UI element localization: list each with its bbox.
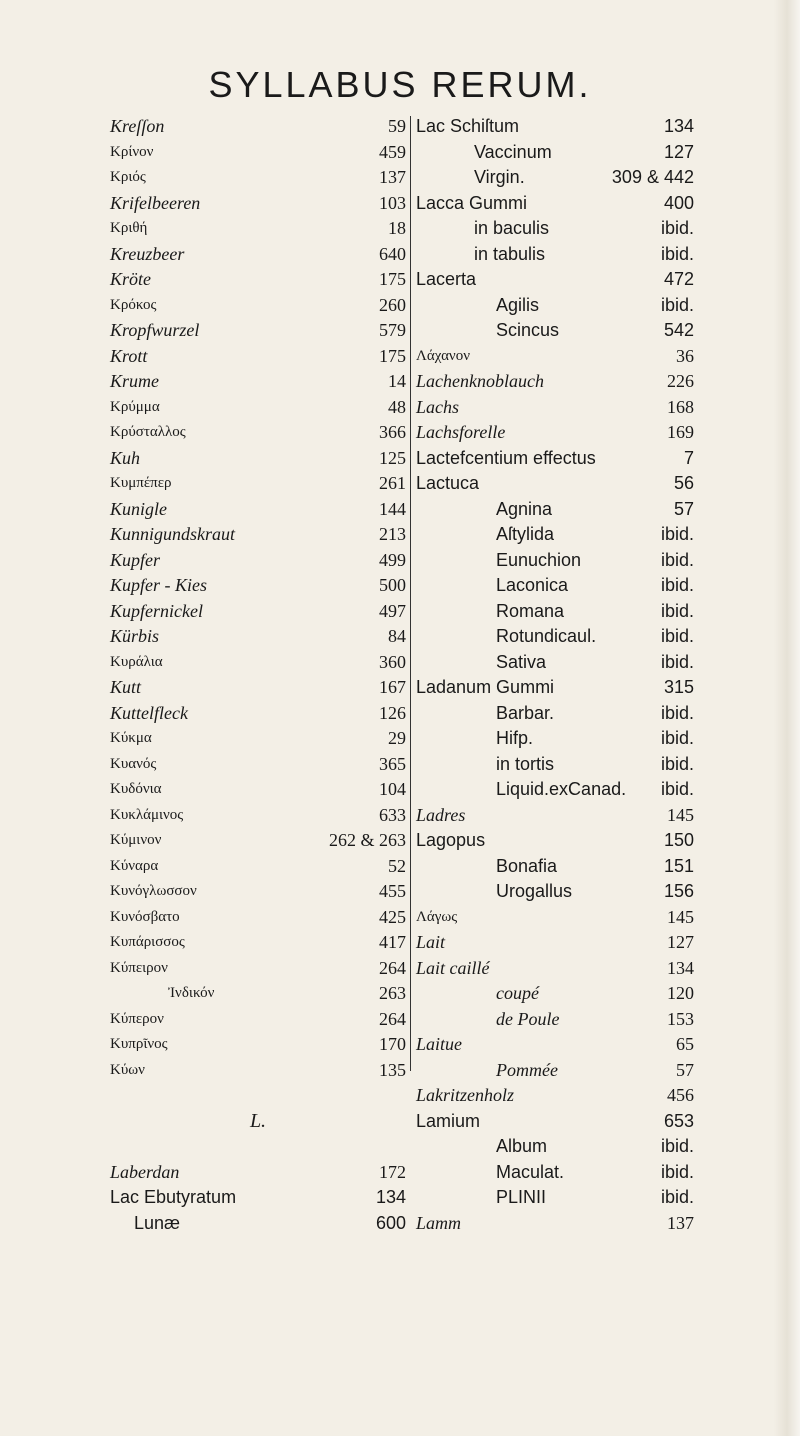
index-entry xyxy=(416,956,694,982)
index-entry xyxy=(110,650,406,676)
index-term: Agilis xyxy=(496,294,540,315)
index-entry xyxy=(416,446,694,472)
page-number: 260 xyxy=(379,294,406,315)
index-term: Kupfer xyxy=(110,549,161,570)
index-term: Ἰνδικόν xyxy=(168,985,215,1001)
index-entry xyxy=(110,471,406,497)
index-entry xyxy=(110,140,406,166)
index-term: Κρύσταλλος xyxy=(110,424,186,440)
page-number: 48 xyxy=(388,396,406,417)
index-entry xyxy=(416,293,694,319)
index-entry xyxy=(110,956,406,982)
index-entry xyxy=(416,395,694,421)
page-number: 134 xyxy=(663,116,694,136)
page-number: 315 xyxy=(663,677,694,697)
page-number: 472 xyxy=(663,269,694,289)
page-number: 168 xyxy=(667,396,694,417)
index-column-left xyxy=(110,114,406,1236)
page-number: 57 xyxy=(673,498,694,519)
index-term: Κύμινον xyxy=(110,832,162,848)
index-entry xyxy=(416,828,694,854)
index-term: Kupfer - Kies xyxy=(110,575,207,595)
column-divider xyxy=(410,116,411,1071)
index-term: Barbar. xyxy=(496,702,555,723)
page-number: 633 xyxy=(379,804,406,825)
index-entry xyxy=(416,497,694,523)
page-number: 417 xyxy=(379,932,406,952)
page-number: 175 xyxy=(379,269,406,289)
index-entry xyxy=(416,165,694,191)
index-entry xyxy=(110,599,406,625)
index-term: Κυκλάμινος xyxy=(110,806,184,823)
index-entry xyxy=(416,420,694,446)
index-entry xyxy=(110,293,406,319)
index-term: Laitue xyxy=(416,1034,463,1054)
index-entry xyxy=(110,369,406,395)
index-term: Kreuzbeer xyxy=(110,243,185,264)
index-term: Κυανός xyxy=(110,755,157,772)
index-term: Lacerta xyxy=(416,269,477,289)
index-term: Maculat. xyxy=(496,1161,565,1182)
page-number: 56 xyxy=(673,473,694,493)
index-entry xyxy=(416,1160,694,1186)
page-number: ibid. xyxy=(660,702,694,723)
page-number: 14 xyxy=(388,371,406,391)
page-number: 59 xyxy=(388,116,406,136)
page-number: 153 xyxy=(667,1008,694,1029)
page-number: 167 xyxy=(379,677,406,697)
index-entry xyxy=(110,395,406,421)
index-entry xyxy=(110,446,406,472)
page-number: 497 xyxy=(379,600,406,621)
index-entry xyxy=(110,981,406,1007)
page-number: ibid. xyxy=(660,779,694,799)
page-number: ibid. xyxy=(660,524,694,544)
index-entry xyxy=(416,905,694,931)
index-entry xyxy=(416,624,694,650)
index-term: Krifelbeeren xyxy=(110,192,201,213)
page-number: ibid. xyxy=(660,549,694,570)
page-number: 400 xyxy=(663,192,694,213)
page-number: 36 xyxy=(676,345,694,366)
page-number: 134 xyxy=(667,957,694,978)
index-term: Vaccinum xyxy=(474,141,552,162)
index-term: Κρόκος xyxy=(110,296,157,313)
page-number: ibid. xyxy=(660,626,694,646)
page-number: ibid. xyxy=(660,1136,694,1156)
page-number: 264 xyxy=(379,1008,406,1029)
page-number: 365 xyxy=(379,753,406,774)
index-term: Κρύμμα xyxy=(110,398,160,415)
index-term: Κυμπέπερ xyxy=(110,475,172,491)
page-number: 425 xyxy=(379,906,406,927)
index-term: Κύπειρον xyxy=(110,959,168,976)
index-entry xyxy=(416,879,694,905)
page-number: 29 xyxy=(388,728,406,748)
page-number: 120 xyxy=(667,983,694,1003)
page-number: ibid. xyxy=(660,218,694,238)
index-term: Agnina xyxy=(496,498,553,519)
page-edge xyxy=(774,0,800,1436)
index-entry xyxy=(416,344,694,370)
page-number: 104 xyxy=(379,779,406,799)
page-number: 640 xyxy=(379,243,406,264)
page-number: 309 & 442 xyxy=(611,167,694,187)
index-entry xyxy=(416,726,694,752)
index-term: Lachenknoblauch xyxy=(416,371,544,391)
index-term: Krott xyxy=(110,345,148,366)
page-number: 169 xyxy=(667,422,694,442)
index-term: Lakritzenholz xyxy=(416,1085,515,1105)
index-entry xyxy=(416,803,694,829)
index-term: Κυδόνια xyxy=(110,781,162,797)
page-number: 125 xyxy=(379,447,406,468)
index-entry xyxy=(110,1058,406,1084)
page-number: 57 xyxy=(676,1059,694,1080)
page-number: 103 xyxy=(379,192,406,213)
page-number: 151 xyxy=(663,855,694,876)
index-term: Lait xyxy=(416,932,446,952)
index-entry xyxy=(110,1007,406,1033)
index-entry xyxy=(110,1134,406,1160)
index-term: Rotundicaul. xyxy=(496,626,597,646)
page-number: 7 xyxy=(683,447,694,468)
index-entry xyxy=(416,548,694,574)
index-column-right xyxy=(416,114,694,1236)
index-term: L. xyxy=(249,1109,267,1132)
index-entry xyxy=(416,522,694,548)
page-number: 600 xyxy=(375,1212,406,1233)
index-entry xyxy=(110,1211,406,1237)
index-term: Laconica xyxy=(496,575,569,595)
index-entry xyxy=(416,369,694,395)
page-number: ibid. xyxy=(660,651,694,672)
index-term: Kunigle xyxy=(110,498,167,519)
index-term: Ladanum Gummi xyxy=(416,677,555,697)
index-entry xyxy=(110,675,406,701)
index-term: de Poule xyxy=(496,1008,560,1029)
index-entry xyxy=(110,854,406,880)
index-term: Lamium xyxy=(416,1110,481,1131)
page-number: 653 xyxy=(663,1110,694,1131)
index-entry xyxy=(416,1007,694,1033)
index-term: Liquid.exCanad. xyxy=(496,779,627,799)
index-term: Hifp. xyxy=(496,728,534,748)
index-entry xyxy=(110,879,406,905)
index-term: Lait caillé xyxy=(416,957,490,978)
index-term: Κύκμα xyxy=(110,730,152,746)
index-entry xyxy=(416,140,694,166)
page-number: 145 xyxy=(667,804,694,825)
index-term: Sativa xyxy=(496,651,547,672)
index-entry xyxy=(416,1058,694,1084)
index-term: Κρίνον xyxy=(110,143,154,160)
index-entry xyxy=(110,828,406,854)
index-entry xyxy=(416,216,694,242)
page-number: ibid. xyxy=(660,1187,694,1207)
page-number: 144 xyxy=(379,498,406,519)
index-entry xyxy=(110,344,406,370)
index-entry xyxy=(110,191,406,217)
index-term: Kutt xyxy=(110,677,142,697)
index-entry xyxy=(110,1032,406,1058)
index-entry xyxy=(416,114,694,140)
page-number: 455 xyxy=(379,881,406,901)
index-term: Κυπάρισσος xyxy=(110,934,185,950)
index-term: Kupfernickel xyxy=(110,600,203,621)
page-number: ibid. xyxy=(660,753,694,774)
index-term: Bonafia xyxy=(496,855,558,876)
index-term: Lamm xyxy=(416,1212,462,1233)
page-number: 65 xyxy=(676,1034,694,1054)
index-term: Lac Schiſtum xyxy=(416,116,520,136)
index-entry xyxy=(416,1211,694,1237)
page-number: 459 xyxy=(379,141,406,162)
page-number: ibid. xyxy=(660,243,694,264)
index-term: Kuh xyxy=(110,447,141,468)
index-entry xyxy=(416,471,694,497)
index-term: Lacca Gummi xyxy=(416,192,528,213)
index-entry xyxy=(416,318,694,344)
page-number: 127 xyxy=(663,141,694,162)
index-entry xyxy=(110,267,406,293)
index-entry xyxy=(416,599,694,625)
index-term: Lactefcentium effectus xyxy=(416,447,596,468)
index-entry xyxy=(110,165,406,191)
index-term: Virgin. xyxy=(474,167,525,187)
index-term: Κύναρα xyxy=(110,857,159,874)
index-term: Κύπερον xyxy=(110,1010,164,1027)
index-term: Lachsforelle xyxy=(416,422,506,442)
page-number: ibid. xyxy=(660,1161,694,1182)
page-number: 213 xyxy=(379,524,406,544)
index-term: Aſtylida xyxy=(496,524,555,544)
page-number: 170 xyxy=(379,1034,406,1054)
page-number: 366 xyxy=(379,422,406,442)
index-entry xyxy=(416,701,694,727)
page-number: 145 xyxy=(667,906,694,927)
index-entry xyxy=(416,752,694,778)
page-number: 84 xyxy=(388,626,406,646)
index-term: Κύων xyxy=(110,1061,145,1078)
index-entry xyxy=(416,675,694,701)
page-number: 137 xyxy=(667,1212,694,1233)
page-number: ibid. xyxy=(660,294,694,315)
index-term: coupé xyxy=(496,983,539,1003)
page-number: 264 xyxy=(379,957,406,978)
index-term: Κυνόσβατο xyxy=(110,908,180,925)
index-entry xyxy=(110,930,406,956)
index-entry xyxy=(416,1109,694,1135)
index-entry xyxy=(416,1134,694,1160)
index-entry xyxy=(416,1083,694,1109)
index-entry xyxy=(416,573,694,599)
index-entry xyxy=(416,981,694,1007)
index-term: Kuttelfleck xyxy=(110,702,188,723)
index-term: Λάχανον xyxy=(416,347,470,364)
page-number: 134 xyxy=(375,1187,406,1207)
index-entry xyxy=(110,1160,406,1186)
index-entry xyxy=(110,242,406,268)
index-entry xyxy=(416,242,694,268)
page-number: 360 xyxy=(379,651,406,672)
index-term: Kürbis xyxy=(110,626,160,646)
index-entry xyxy=(110,905,406,931)
page-number: 127 xyxy=(667,932,694,952)
index-entry xyxy=(110,420,406,446)
index-term: Κριθή xyxy=(110,220,148,236)
index-term: Lagopus xyxy=(416,830,486,850)
index-entry xyxy=(416,267,694,293)
index-entry xyxy=(110,624,406,650)
page-number: ibid. xyxy=(660,728,694,748)
index-entry xyxy=(416,930,694,956)
index-term: in baculis xyxy=(474,218,550,238)
page-number: 263 xyxy=(379,983,406,1003)
index-entry xyxy=(110,114,406,140)
index-term: Romana xyxy=(496,600,565,621)
index-entry xyxy=(110,803,406,829)
page-number: 226 xyxy=(667,371,694,391)
index-term: Scincus xyxy=(496,320,560,340)
index-term: Kreſſon xyxy=(110,116,165,136)
page-number: 126 xyxy=(379,702,406,723)
index-term: Κριός xyxy=(110,169,146,185)
index-entry xyxy=(110,1083,406,1109)
index-entry xyxy=(416,650,694,676)
index-term: Kunnigundskraut xyxy=(110,524,236,544)
index-term: Ladres xyxy=(416,804,466,825)
page-number: ibid. xyxy=(660,600,694,621)
index-term: Kropfwurzel xyxy=(110,320,200,340)
index-term: Pommée xyxy=(496,1059,558,1080)
page-number: 137 xyxy=(379,167,406,187)
page-number: 542 xyxy=(663,320,694,340)
index-term: Lunæ xyxy=(134,1212,181,1233)
index-entry xyxy=(110,701,406,727)
index-term: Κυνόγλωσσον xyxy=(110,883,197,899)
page-number: 156 xyxy=(663,881,694,901)
index-entry xyxy=(110,216,406,242)
index-term: Κυπρῖνος xyxy=(110,1036,168,1052)
index-entry xyxy=(110,752,406,778)
page-number: 499 xyxy=(379,549,406,570)
index-term: PLINII xyxy=(496,1187,547,1207)
page-title: SYLLABUS RERUM. xyxy=(208,64,592,105)
index-entry xyxy=(416,191,694,217)
index-entry xyxy=(110,1185,406,1211)
index-entry xyxy=(110,726,406,752)
index-entry xyxy=(110,777,406,803)
index-term: Lachs xyxy=(416,396,460,417)
page-number: 175 xyxy=(379,345,406,366)
page-number: 172 xyxy=(379,1161,406,1182)
index-entry xyxy=(110,497,406,523)
index-term: Lac Ebutyratum xyxy=(110,1187,237,1207)
index-term: in tabulis xyxy=(474,243,546,264)
page-number: 18 xyxy=(388,218,406,238)
page-number: 262 & 263 xyxy=(328,830,406,850)
page-number: ibid. xyxy=(660,575,694,595)
page-number: 579 xyxy=(379,320,406,340)
index-term: Λάγως xyxy=(416,908,458,925)
page-number: 500 xyxy=(379,575,406,595)
page-number: 52 xyxy=(388,855,406,876)
index-term: Krume xyxy=(110,371,159,391)
index-term: Album xyxy=(496,1136,548,1156)
index-entry xyxy=(416,1185,694,1211)
index-term: Κυράλια xyxy=(110,653,163,670)
index-entry xyxy=(416,777,694,803)
index-entry xyxy=(110,548,406,574)
index-term: in tortis xyxy=(496,753,555,774)
index-entry xyxy=(110,522,406,548)
index-entry xyxy=(416,854,694,880)
index-entry xyxy=(416,1032,694,1058)
index-term: Kröte xyxy=(110,269,152,289)
index-entry xyxy=(110,318,406,344)
page-number: 261 xyxy=(379,473,406,493)
index-entry xyxy=(110,1109,406,1135)
index-term: Eunuchion xyxy=(496,549,582,570)
index-term: Urogallus xyxy=(496,881,573,901)
index-entry xyxy=(110,573,406,599)
index-term: Lactuca xyxy=(416,473,480,493)
page-number: 150 xyxy=(663,830,694,850)
index-term: Laberdan xyxy=(110,1161,180,1182)
page-number: 135 xyxy=(379,1059,406,1080)
page-number: 456 xyxy=(667,1085,694,1105)
